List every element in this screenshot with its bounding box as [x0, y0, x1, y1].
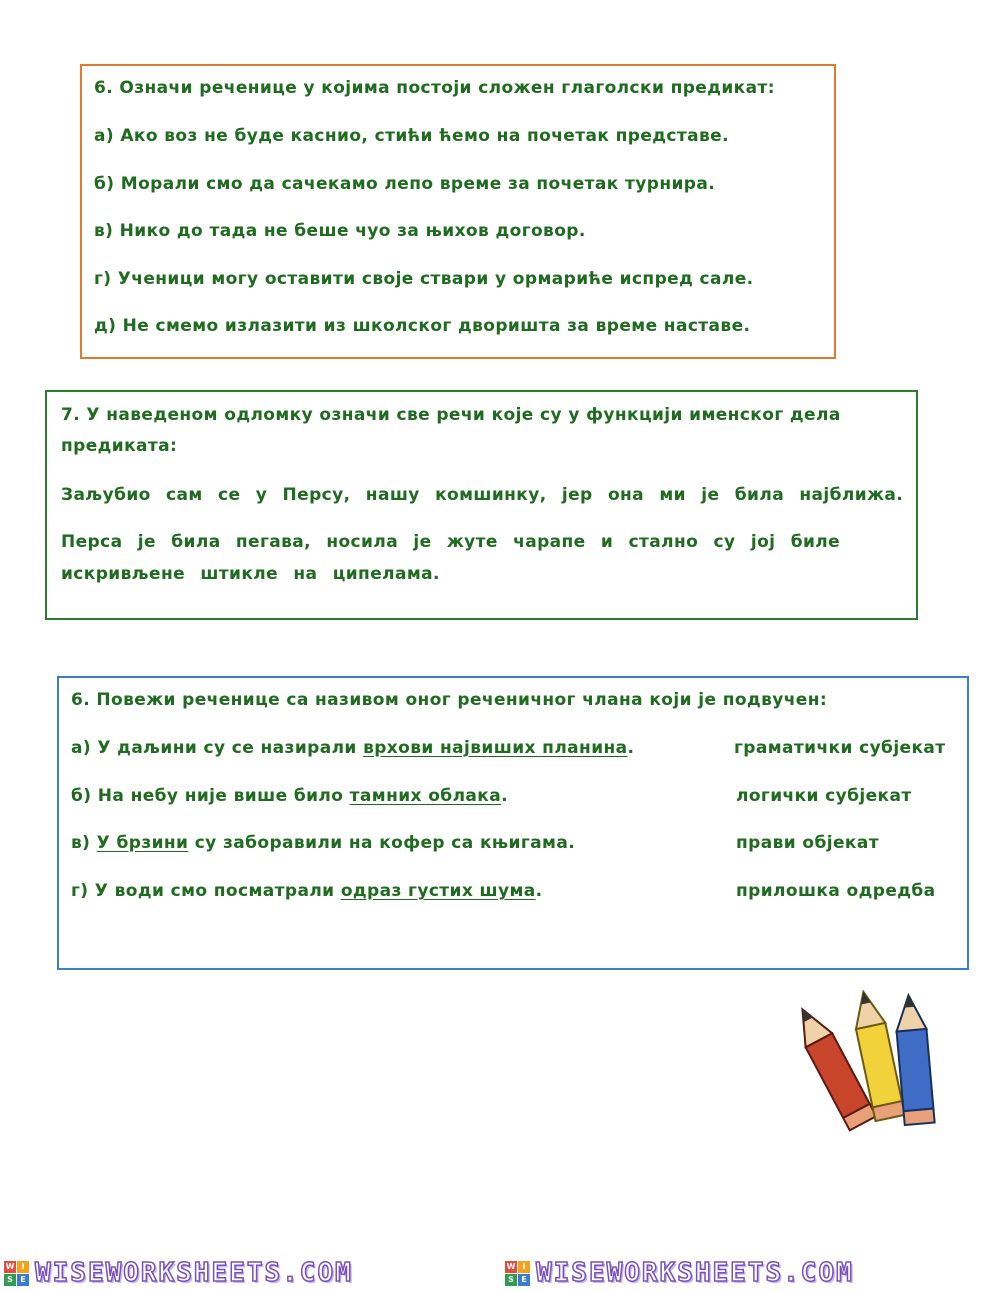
matching-sentence-a[interactable] — [71, 738, 634, 758]
watermark-left — [4, 1259, 353, 1287]
footer-watermark — [0, 1255, 1000, 1291]
matching-option-logical-subject[interactable]: логички субјекат — [736, 786, 912, 806]
sentence-text: . — [501, 786, 508, 806]
exercise-7-paragraph-2-line1[interactable]: Перса је била пегава, носила је жуте чарапе и стално су јој биле — [61, 532, 841, 552]
exercise-7-nominal-predicate-box — [45, 390, 918, 620]
watermark-right — [505, 1259, 854, 1287]
wise-logo-icon — [4, 1261, 29, 1286]
underlined-part: тамних облака — [349, 786, 502, 806]
sentence-text: б) На небу није више било — [71, 786, 350, 806]
exercise-7-title-line2: предиката: — [61, 436, 178, 456]
sentence-text: в) — [71, 833, 97, 853]
exercise-6-compound-predicate-box — [80, 64, 836, 359]
logo-letter: W — [506, 1261, 516, 1271]
matching-option-adverbial[interactable]: прилошка одредба — [736, 881, 936, 901]
matching-sentence-v[interactable] — [71, 833, 575, 853]
sentence-text: а) У даљини су се назирали — [71, 738, 364, 758]
watermark-text: WISEWORKSHEETS.COM — [35, 1258, 353, 1288]
pencils-illustration-icon — [780, 990, 960, 1140]
exercise-6a-item-v[interactable]: в) Нико до тада не беше чуо за њихов договор. — [94, 221, 586, 241]
wise-logo-icon — [505, 1261, 530, 1286]
sentence-text: су заборавили на кофер са књигама. — [188, 833, 576, 853]
matching-option-direct-object[interactable]: прави објекат — [736, 833, 879, 853]
logo-letter: S — [505, 1274, 517, 1286]
underlined-part: У брзини — [96, 833, 189, 853]
exercise-7-title-line1: 7. У наведеном одломку означи све речи које су у функцији именског дела — [61, 405, 841, 425]
sentence-text: . — [627, 738, 635, 758]
logo-letter: S — [4, 1274, 16, 1286]
matching-sentence-g[interactable] — [71, 881, 543, 901]
exercise-6b-title: 6. Повежи реченице са називом оног реченичног члана који је подвучен: — [71, 690, 828, 710]
exercise-6-matching-box — [57, 676, 969, 970]
watermark-text: WISEWORKSHEETS.COM — [536, 1258, 854, 1288]
exercise-7-paragraph-1[interactable]: Заљубио сам се у Персу, нашу комшинку, јер она ми је била најближа. — [61, 485, 904, 505]
logo-letter: I — [518, 1261, 530, 1273]
exercise-6a-title: 6. Означи реченице у којима постоји сложен глаголски предикат: — [94, 78, 775, 98]
matching-option-grammatical-subject[interactable]: граматички субјекат — [734, 738, 946, 758]
exercise-6a-item-d[interactable]: д) Не смемо излазити из школског дворишта за време наставе. — [94, 316, 751, 336]
underlined-part: врхови највиших планина — [363, 738, 628, 758]
underlined-part: одраз густих шума — [340, 881, 536, 901]
sentence-text: г) У води смо посматрали — [71, 881, 341, 901]
logo-letter: E — [17, 1274, 29, 1286]
logo-letter: E — [518, 1274, 530, 1286]
matching-sentence-b[interactable] — [71, 786, 508, 806]
sentence-text: . — [535, 881, 543, 901]
exercise-6a-item-b[interactable]: б) Морали смо да сачекамо лепо време за почетак турнира. — [94, 174, 716, 194]
exercise-6a-item-g[interactable]: г) Ученици могу оставити своје ствари у ормариће испред сале. — [94, 269, 754, 289]
logo-letter: I — [17, 1261, 29, 1273]
exercise-7-paragraph-2-line2[interactable]: искривљене штикле на ципелама. — [61, 564, 440, 584]
exercise-6a-item-a[interactable]: а) Ако воз не буде каснио, стићи ћемо на почетак представе. — [94, 126, 729, 146]
logo-letter: W — [5, 1261, 15, 1271]
